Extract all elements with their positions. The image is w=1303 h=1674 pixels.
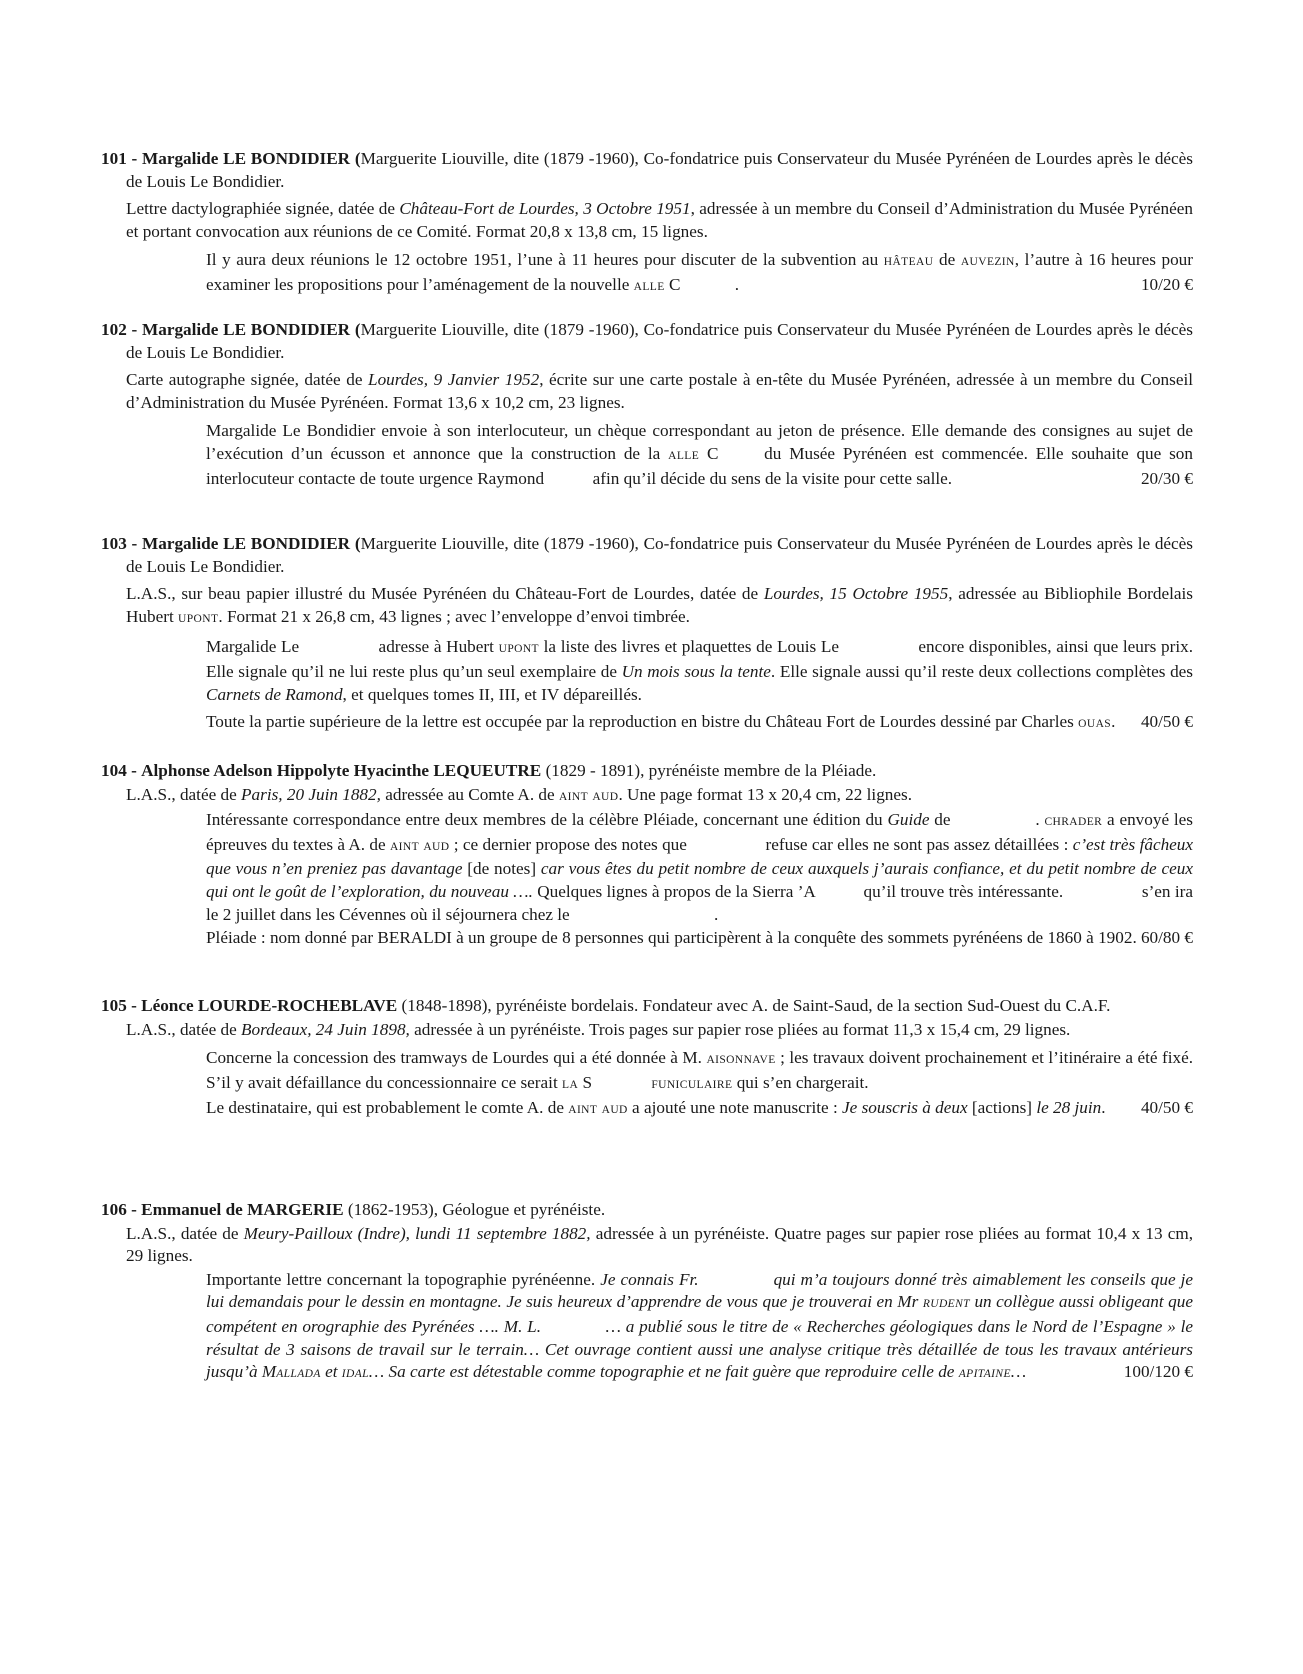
lot-author-bio: (1848-1898), pyrénéiste bordelais. Fondateur avec A. de Saint-Saud, de la section Sud-Ouest du C.A.F. [397, 996, 1111, 1015]
lot-104 [101, 760, 1193, 950]
lot-note: Il y aura deux réunions le 12 octobre 1951, l’une à 11 heures pour discuter de la subvention au HÂTEAU de AUVEZIN, l’autre à 16 heures pour examiner les propositions pour l’aménagement de la nouvelle ALLE C . 10/20 € [101, 249, 1193, 298]
lot-author: Alphonse Adelson Hippolyte Hyacinthe LEQUEUTRE [141, 761, 542, 780]
lot-note: Margalide Le Bondidier envoie à son interlocuteur, un chèque correspondant au jeton de présence. Elle demande des consignes au sujet de l’exécution d’un écusson et annonce que la construction de la ALLE C du Musée Pyrénéen est commencée. Elle souhaite que son interlocuteur contacte de toute urgence Raymond afin qu’il décide du sens de la visite pour cette salle. 20/30 € [101, 420, 1193, 490]
lot-author-bio: Marguerite Liouville, dite (1879 -1960), Co-fondatrice puis Conservateur du Musée Pyrénéen de Lourdes après le décès de Louis Le Bondidier. [126, 320, 1194, 362]
lot-date-place: Lourdes, 9 Janvier 1952 [368, 370, 540, 390]
lot-heading [101, 760, 1193, 783]
lot-date-place: Meury-Pailloux (Indre), lundi 11 septembre 1882, [243, 1223, 591, 1243]
lot-heading [101, 995, 1193, 1018]
lot-author: Emmanuel de MARGERIE [141, 1200, 344, 1219]
lot-date-place: Lourdes, 15 Octobre 1955 [763, 584, 949, 604]
lot-author-bio: Marguerite Liouville, dite (1879 -1960), Co-fondatrice puis Conservateur du Musée Pyrénéen de Lourdes après le décès de Louis Le Bondidier. [126, 149, 1194, 191]
lot-price: 10/20 € [1140, 274, 1193, 294]
lot-description: L.A.S., datée de Bordeaux, 24 Juin 1898, adressée à un pyrénéiste. Trois pages sur papier rose pliées au format 11,3 x 15,4 cm, 29 lignes. [126, 1019, 1071, 1039]
lot-note-2: Toute la partie supérieure de la lettre est occupée par la reproduction en bistre du Château Fort de Lourdes dessiné par Charles OUAS. 40/50 € [101, 711, 1193, 736]
lot-note: Importante lettre concernant la topographie pyrénéenne. Je connais Fr. qui m’a toujours donné très aimablement les conseils que je lui demandais pour le dessin en montagne. Je suis heureux d’apprendre de vous que je trouverai en Mr RUDENT un collègue aussi obligeant que compétent en orographie des Pyrénées …. M. L. … a publié sous le titre de « Recherches géologiques dans le Nord de l’Espagne » le résultat de 3 saisons de travail sur le terrain… Cet ouvrage contient aussi une analyse critique très détaillée de tous les travaux antérieurs jusqu’à MALLADA et IDAL… Sa carte est détestable comme topographie et ne fait guère que reproduire celle de APITAINE… 100/120 € [101, 1269, 1193, 1386]
lot-number: 105 - [101, 996, 137, 1015]
lot-102 [101, 319, 1193, 490]
lot-heading [101, 1199, 1193, 1222]
lot-number: 106 - [101, 1200, 137, 1219]
lot-103 [101, 533, 1193, 736]
lot-number: 102 - [101, 320, 138, 339]
lot-description: L.A.S., datée de Meury-Pailloux (Indre), lundi 11 septembre 1882, adressée à un pyrénéiste. Quatre pages sur papier rose pliées au format 10,4 x 13 cm, 29 lignes. [126, 1223, 1193, 1266]
lot-note-2: Pléiade : nom donné par BERALDI à un groupe de 8 personnes qui participèrent à la conquête des sommets pyrénéens de 1860 à 1902. 60/80 € [101, 927, 1193, 950]
lot-number: 101 - [101, 149, 138, 168]
lot-heading [101, 533, 1193, 578]
lot-price: 40/50 € [1140, 1098, 1193, 1118]
lot-date-place: Château-Fort de Lourdes, 3 Octobre 1951 [399, 199, 691, 219]
lot-description: L.A.S., sur beau papier illustré du Musée Pyrénéen du Château-Fort de Lourdes, datée de Lourdes, 15 Octobre 1955, adressée au Bibliophile Bordelais Hubert UPONT. Format 21 x 26,8 cm, 43 lignes ; avec l’enveloppe d’envoi timbrée. [126, 584, 1193, 626]
lot-heading [101, 319, 1193, 364]
lot-price: 60/80 € [1140, 928, 1193, 948]
lot-price: 100/120 € [1123, 1362, 1193, 1382]
lot-description: L.A.S., datée de Paris, 20 Juin 1882, adressée au Comte A. de AINT AUD. Une page format 13 x 20,4 cm, 22 lignes. [126, 784, 913, 804]
lot-price: 40/50 € [1140, 712, 1193, 732]
lot-number: 103 - [101, 534, 138, 553]
lot-author-bio: Marguerite Liouville, dite (1879 -1960), Co-fondatrice puis Conservateur du Musée Pyrénéen de Lourdes après le décès de Louis Le Bondidier. [126, 534, 1194, 576]
lot-author: Margalide LE BONDIDIER ( [142, 320, 361, 339]
lot-note: Concerne la concession des tramways de Lourdes qui a été donnée à M. AISONNAVE ; les travaux doivent prochainement et l’itinéraire a été fixé. S’il y avait défaillance du concessionnaire ce serait LA S FUNICULAIRE qui s’en chargerait. [206, 1048, 1193, 1092]
lot-price: 20/30 € [1140, 468, 1193, 488]
lot-106 [101, 1199, 1193, 1386]
lot-author: Margalide LE BONDIDIER ( [142, 534, 361, 553]
lot-note: Margalide Le adresse à Hubert UPONT la liste des livres et plaquettes de Louis Le encore disponibles, ainsi que leurs prix. Elle signale qu’il ne lui reste plus qu’un seul exemplaire de Un mois sous la tente. Elle signale aussi qu’il reste deux collections complètes des Carnets de Ramond, et quelques tomes II, III, et IV dépareillés. [206, 637, 1193, 704]
lot-note: Intéressante correspondance entre deux membres de la célèbre Pléiade, concernant une édition du Guide de . CHRADER a envoyé les épreuves du textes à A. de AINT AUD ; ce dernier propose des notes que refuse car elles ne sont pas assez détaillées : c’est très fâcheux que vous n’en preniez pas davantage [de notes] car vous êtes du petit nombre de ceux auxquels j’aurais confiance, et du petit nombre de ceux qui ont le goût de l’exploration, du nouveau …. Quelques lignes à propos de la Sierra ’A qu’il trouve très intéressante. s’en ira le 2 juillet dans les Cévennes où il séjournera chez le . [206, 810, 1194, 924]
lot-date-place: Bordeaux, 24 Juin 1898, [241, 1019, 410, 1039]
lot-author-bio: (1862-1953), Géologue et pyrénéiste. [343, 1200, 606, 1219]
lot-description: Carte autographe signée, datée de Lourdes, 9 Janvier 1952, écrite sur une carte postale à en-tête du Musée Pyrénéen, adressée à un membre du Conseil d’Administration du Musée Pyrénéen. Format 13,6 x 10,2 cm, 23 lignes. [126, 370, 1194, 412]
lot-author-bio: (1829 - 1891), pyrénéiste membre de la Pléiade. [541, 761, 877, 780]
lot-heading [101, 148, 1193, 193]
lot-105 [101, 995, 1193, 1122]
lot-note-2: Le destinataire, qui est probablement le comte A. de AINT AUD a ajouté une note manuscrite : Je souscris à deux [actions] le 28 juin. 40/50 € [101, 1097, 1193, 1122]
lot-date-place: Paris, 20 Juin 1882, [241, 784, 381, 804]
lot-number: 104 - [101, 761, 137, 780]
lot-author: Margalide LE BONDIDIER ( [142, 149, 361, 168]
lot-101 [101, 148, 1193, 299]
lot-author: Léonce LOURDE-ROCHEBLAVE [141, 996, 398, 1015]
lot-description: Lettre dactylographiée signée, datée de Château-Fort de Lourdes, 3 Octobre 1951, adressée à un membre du Conseil d’Administration du Musée Pyrénéen et portant convocation aux réunions de ce Comité. Format 20,8 x 13,8 cm, 15 lignes. [126, 199, 1193, 241]
